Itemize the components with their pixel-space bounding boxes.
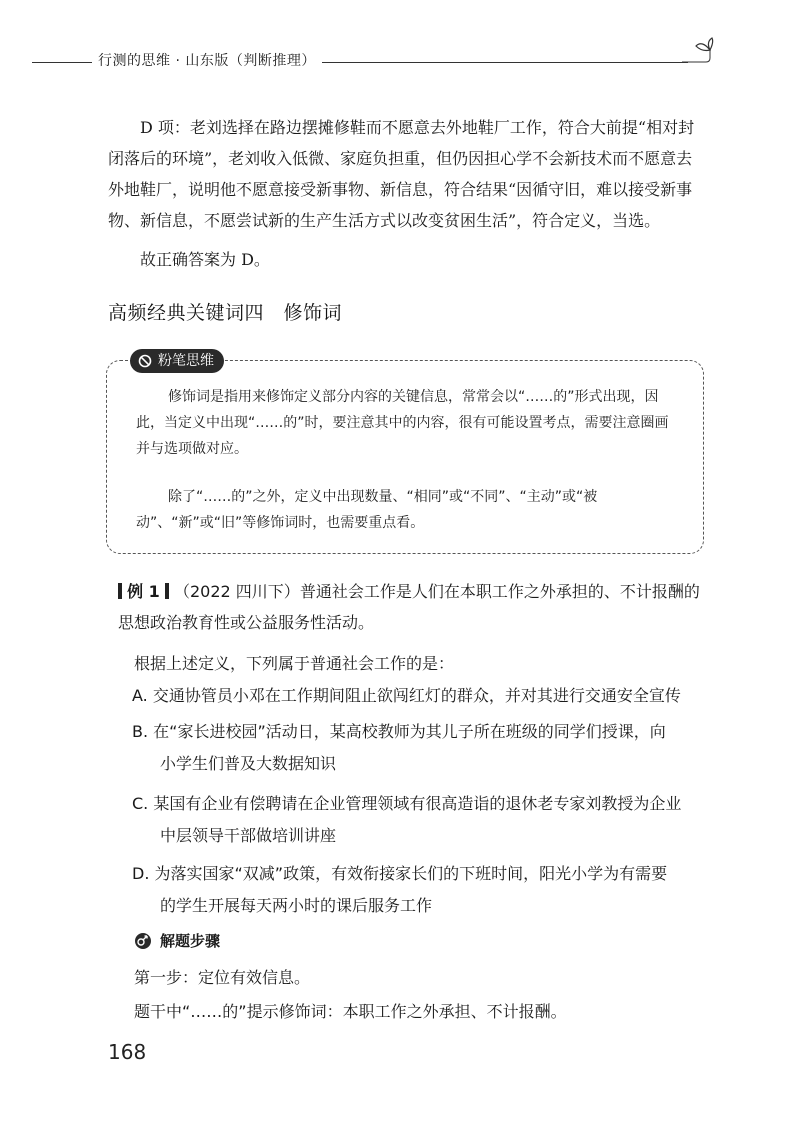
option-letter: B. [132,722,149,741]
think-box-label [130,349,224,373]
option-d-analysis: D 项：老刘选择在路边摆摊修鞋而不愿意去外地鞋厂工作，符合大前提“相对封闭落后的环境”，老刘收入低微、家庭负担重，但仍因担心学不会新技术而不愿意去外地鞋厂，说明他不愿意接受新事物、新信息，符合结果“因循守旧，难以接受新事物、新信息，不愿尝试新的生产生活方式以改变贫困生活”，符合定义，当选。 [108,118,695,230]
option-text-cont: 的学生开展每天两小时的课后服务工作 [160,896,433,915]
steps-heading-text: 解题步骤 [160,932,221,950]
think-box-para-2: 除了“……的”之外，定义中出现数量、“相同”或“不同”、“主动”或“被动”、“新”或“旧”等修饰词时，也需要重点看。 [136,489,598,531]
think-box-para-1: 修饰词是指用来修饰定义部分内容的关键信息，常常会以“……的”形式出现，因此，当定义中出现“……的”时，要注意其中的内容，很有可能设置考点，需要注意圈画并与选项做对应。 [136,389,669,457]
example-source: （2022 四川下） [174,582,300,601]
example-stem-text: 普通社会工作是人们在本职工作之外承担的、不计报酬的思想政治教育性或公益服务性活动。 [118,582,700,632]
think-box-label-text: 粉笔思维 [158,353,214,369]
ban-icon [138,354,152,368]
example-question: 根据上述定义，下列属于普通社会工作的是： [134,654,455,673]
answer-line: 故正确答案为 D。 [140,250,270,269]
example-bar-right [165,583,169,599]
option-b [132,716,702,780]
step-1-detail: 题干中“……的”提示修饰词：本职工作之外承担、不计报酬。 [134,1002,567,1021]
option-letter: C. [132,794,149,813]
option-c [132,788,702,852]
option-text: 在“家长进校园”活动日，某高校教师为其儿子所在班级的同学们授课，向 [153,722,666,741]
header-rule-left [32,62,92,63]
steps-heading [134,930,220,951]
option-a [132,680,702,712]
option-letter: A. [132,686,148,705]
option-text: 某国有企业有偿聘请在企业管理领域有很高造诣的退休老专家刘教授为企业 [153,794,682,813]
option-text: 为落实国家“双减”政策，有效衔接家长们的下班时间，阳光小学为有需要 [154,864,668,883]
steps-icon [134,932,152,950]
running-header: 行测的思维 · 山东版（判断推理） [98,53,316,69]
example-label: 例 1 [127,582,160,601]
option-text-cont: 中层领导干部做培训讲座 [160,826,337,845]
step-1: 第一步：定位有效信息。 [134,968,311,987]
option-text: 交通协管员小邓在工作期间阻止欲闯红灯的群众，并对其进行交通安全宣传 [152,686,681,705]
option-d [132,858,702,922]
page-number: 168 [108,1040,147,1064]
header-rule-right [322,62,688,63]
option-letter: D. [132,864,150,883]
sprout-icon [680,36,714,66]
option-text-cont: 小学生们普及大数据知识 [160,754,337,773]
example-stem [118,576,702,638]
example-bar-left [118,583,122,599]
section-title: 高频经典关键词四 修饰词 [108,302,343,324]
